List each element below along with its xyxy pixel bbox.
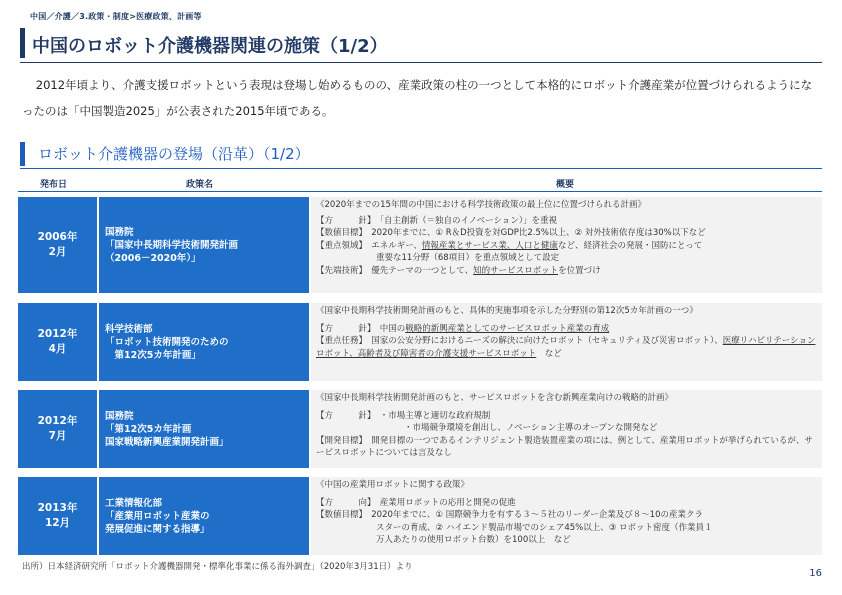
- date-cell: [18, 303, 97, 381]
- summary-underlined: 知的サービスロボット: [473, 265, 559, 276]
- summary-line: ・市場競争環境を創出し、ノベーション主導のオープンな開発など: [404, 423, 658, 434]
- summary-line: [316, 335, 817, 360]
- page-title: 中国のロボット介護機器関連の施策（1/2）: [32, 36, 388, 57]
- policy-name-line: 国家戦略新興産業開発計画」: [105, 436, 229, 448]
- policy-name-line: 第12次5カ年計画」: [105, 349, 201, 361]
- summary-text: 【重点領域】 エネルギー、: [316, 240, 422, 251]
- intro-text: 2012年頃より、介護支援ロボットという表現は登場し始めるものの、産業政策の柱の一つとして本格的にロボット介護産業が位置づけられるようになったのは「中国製造2025」が公表された2015年頃である。: [22, 78, 813, 118]
- summary-line: 【方 向】 産業用ロボットの応用と開発の促進: [316, 497, 516, 508]
- column-header-policy: 政策名: [186, 180, 214, 190]
- policy-name-line: 「第12次5カ年計画: [105, 423, 192, 435]
- header-divider: [18, 191, 822, 192]
- summary-text: を位置づけ: [558, 265, 601, 276]
- column-header-date: 発布日: [40, 180, 68, 190]
- summary-heading: 《中国の産業用ロボットに関する政策》: [316, 480, 470, 490]
- summary-line: [316, 240, 817, 253]
- summary-heading: 《国家中長期科学技術開発計画のもと、具体的実施事項を示した分野別の第12次5カ年計画の一つ》: [316, 306, 698, 316]
- policy-issuer: 国務院: [105, 410, 134, 422]
- title-divider: [20, 62, 822, 63]
- summary-line: [316, 265, 817, 278]
- policy-name-cell: [99, 390, 309, 468]
- policy-name-line: 「ロボット技術開発のための: [105, 336, 229, 348]
- policy-name-cell: [99, 477, 309, 555]
- date-cell: [18, 390, 97, 468]
- date-month: 2月: [48, 246, 67, 258]
- summary-cell: [311, 390, 822, 468]
- summary-text: など: [536, 348, 562, 359]
- date-year: 2012年: [37, 415, 78, 427]
- policy-issuer: 科学技術部: [105, 323, 153, 335]
- summary-text: 【先端技術】 優先テーマの一つとして、: [316, 265, 474, 276]
- intro-paragraph: [22, 72, 822, 124]
- date-year: 2012年: [37, 328, 78, 340]
- summary-underlined: 医療リハビリテーションロボット、高齢者及び障害者の介護支援サービスロボット: [316, 336, 816, 359]
- summary-line: スターの育成、② ハイエンド製品市場でのシェア45%以上、③ ロボット密度（作業員１: [376, 522, 713, 533]
- summary-line: 万人あたりの使用ロボット台数）を100以上 など: [376, 535, 571, 546]
- table-row: [18, 303, 822, 381]
- policy-name-cell: [99, 303, 309, 381]
- table-row: [18, 390, 822, 468]
- breadcrumb: 中国／介護／3.政策・制度>医療政策、計画等: [30, 12, 202, 21]
- date-month: 12月: [44, 517, 71, 529]
- policy-name-line: 「産業用ロボット産業の: [105, 510, 210, 522]
- policy-name-line: 発展促進に関する指導」: [105, 523, 210, 535]
- summary-line: 【方 針】 「自主創新（＝独自のイノベーション）」を重視: [316, 215, 558, 226]
- summary-text: 【重点任務】 国家の公安分野におけるニーズの解決に向けたロボット（セキュリティ及び災害ロボット）、: [316, 336, 723, 347]
- summary-cell: [311, 477, 822, 555]
- date-year: 2013年: [37, 502, 78, 514]
- column-header-summary: 概要: [556, 180, 575, 190]
- policy-issuer: 国務院: [105, 226, 134, 238]
- policy-name-cell: [99, 197, 309, 293]
- summary-line: 【数値目標】 2020年までに、① R＆D投資を対GDP比2.5%以上、② 対外技術依存度は30%以下など: [316, 228, 706, 239]
- date-cell: [18, 197, 97, 293]
- table-row: [18, 477, 822, 555]
- summary-line: 重要な11分野（68項目）を重点領域として設定: [376, 253, 560, 264]
- date-month: 4月: [48, 343, 67, 355]
- summary-heading: 《2020年までの15年間の中国における科学技術政策の最上位に位置づけられる計画》: [316, 200, 646, 210]
- date-cell: [18, 477, 97, 555]
- title-accent-bar: [20, 28, 25, 58]
- section-subtitle: ロボット介護機器の登場（沿革）（1/2）: [38, 145, 310, 163]
- policy-issuer: 工業情報化部: [105, 497, 163, 509]
- summary-heading: 《国家中長期科学技術開発計画のもと、サービスロボットを含む新興産業向けの戦略的計画》: [316, 393, 674, 403]
- date-month: 7月: [48, 430, 67, 442]
- source-note: 出所）日本経済研究所「ロボット介護機器開発・標準化事業に係る海外調査」（2020年3月31日）より: [22, 562, 413, 572]
- page-number: 16: [809, 568, 822, 579]
- summary-line: 【開発目標】 開発目標の一つであるインテリジェント製造装置産業の項には、例として、産業用ロボットが挙げられているが、サービスロボットについては言及なし: [316, 435, 813, 459]
- summary-line: 【方 針】 ・市場主導と適切な政府規制: [316, 410, 491, 421]
- summary-line: [316, 323, 817, 336]
- table-row: [18, 197, 822, 293]
- subtitle-accent-bar: [20, 142, 25, 166]
- policy-name-line: 「国家中長期科学技術開発計画: [105, 239, 239, 251]
- summary-underlined: 情報産業とサービス業、人口と健康: [421, 240, 558, 251]
- summary-underlined: 戦略的新興産業としてのサービスロボット産業の育成: [405, 323, 610, 334]
- summary-text: 【方 針】 中国の: [316, 323, 406, 334]
- summary-line: 【数値目標】 2020年までに、① 国際競争力を有する３～５社のリーダー企業及び８～10の産業クラ: [316, 510, 704, 521]
- summary-cell: [311, 303, 822, 381]
- summary-cell: [311, 197, 822, 293]
- date-year: 2006年: [37, 231, 78, 243]
- summary-text: など、経済社会の発展・国防にとって: [557, 240, 703, 251]
- subtitle-divider: [20, 168, 822, 169]
- policy-name-line: （2006－2020年）」: [105, 252, 201, 264]
